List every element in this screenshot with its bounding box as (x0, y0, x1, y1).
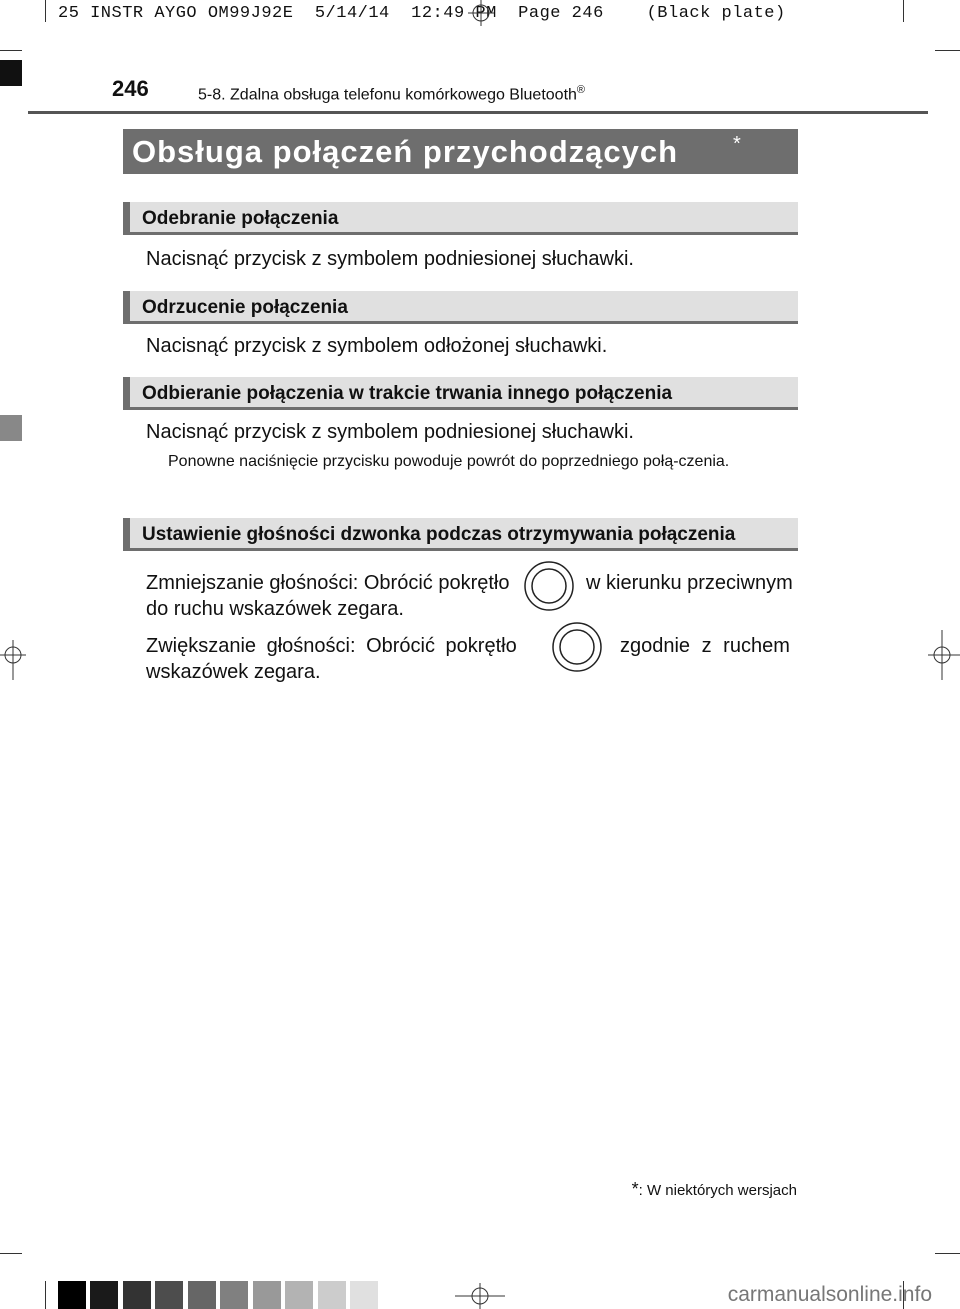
footnote-text: : W niektórych wersjach (638, 1182, 797, 1199)
title-asterisk: * (733, 133, 741, 155)
crop-mark (45, 0, 46, 22)
calibration-swatch (318, 1281, 346, 1309)
volume-knob-icon (524, 561, 574, 611)
section-tab-marker (0, 60, 22, 86)
section-heading-text: Odbieranie połączenia w trakcie trwania innego połączenia (142, 383, 673, 404)
volume-increase-text-end: zgodnie z ruchem (620, 635, 790, 657)
footnote-asterisk: * (631, 1179, 639, 1199)
chapter-tab-marker (0, 415, 22, 441)
calibration-swatch (123, 1281, 151, 1309)
watermark: carmanualsonline.info (727, 1283, 932, 1306)
calibration-swatch (155, 1281, 183, 1309)
crosshair-icon (0, 640, 26, 680)
section-body: Nacisnąć przycisk z symbolem odłożonej słuchawki. (146, 335, 608, 357)
calibration-swatch (220, 1281, 248, 1309)
page-number: 246 (112, 76, 149, 101)
section-heading (123, 377, 798, 410)
registered-mark: ® (576, 84, 586, 96)
footnote (632, 1179, 797, 1200)
section-body: Nacisnąć przycisk z symbolem podniesionej słuchawki. (146, 248, 634, 270)
section-heading (123, 518, 798, 551)
section-note: Ponowne naciśnięcie przycisku powoduje powrót do poprzedniego połą-czenia. (168, 453, 730, 470)
volume-increase-text: Zwiększanie głośności: Obrócić pokrętło (146, 635, 517, 657)
calibration-swatch (350, 1281, 378, 1309)
page-title-bar (123, 129, 798, 174)
section-heading (123, 202, 798, 235)
crop-mark (0, 1253, 22, 1254)
volume-decrease-text: Zmniejszanie głośności: Obrócić pokrętło (146, 572, 510, 594)
plate-line: 25 INSTR AYGO OM99J92E 5/14/14 12:49 PM Page 246 (Black plate) (58, 4, 786, 23)
volume-decrease-text-line2: do ruchu wskazówek zegara. (146, 598, 404, 620)
calibration-swatch (90, 1281, 118, 1309)
volume-knob-icon (552, 622, 602, 672)
volume-increase-text-line2: wskazówek zegara. (146, 661, 321, 683)
calibration-swatch (253, 1281, 281, 1309)
crosshair-icon (928, 630, 960, 680)
volume-decrease-text-end: w kierunku przeciwnym (586, 572, 793, 594)
section-heading (123, 291, 798, 324)
crop-mark (0, 50, 22, 51)
calibration-swatch (285, 1281, 313, 1309)
section-body: Nacisnąć przycisk z symbolem podniesionej słuchawki. (146, 421, 634, 443)
crop-mark (935, 1253, 960, 1254)
crop-mark (45, 1281, 46, 1309)
crosshair-icon (468, 0, 494, 26)
section-heading-text: Odrzucenie połączenia (142, 297, 348, 318)
section-heading-text: Ustawienie głośności dzwonka podczas otrzymywania połączenia (142, 524, 736, 545)
section-heading-text: Odebranie połączenia (142, 208, 339, 229)
calibration-swatch (58, 1281, 86, 1309)
running-head: 5-8. Zdalna obsługa telefonu komórkowego Bluetooth® (198, 84, 586, 104)
calibration-swatch (188, 1281, 216, 1309)
crosshair-icon (455, 1283, 505, 1309)
header-divider (28, 111, 928, 114)
crop-mark (903, 0, 904, 22)
crop-mark (935, 50, 960, 51)
page-title: Obsługa połączeń przychodzących (132, 134, 679, 169)
